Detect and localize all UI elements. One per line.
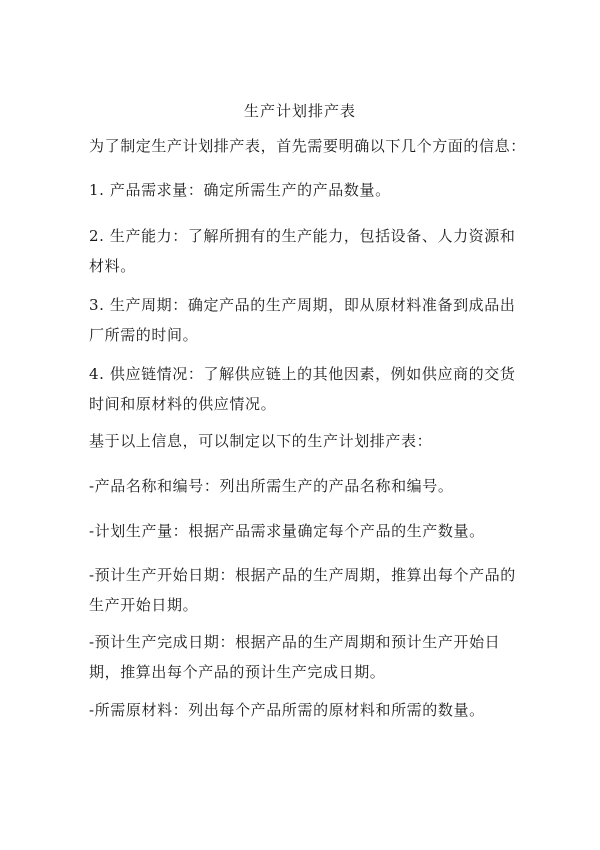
- table-item-finish-date: -预计生产完成日期：根据产品的生产周期和预计生产开始日期，推算出每个产品的预计生产完成日期。: [89, 633, 501, 681]
- requirement-item-cycle: 3. 生产周期：确定产品的生产周期，即从原材料准备到成品出厂所需的时间。: [89, 296, 516, 344]
- table-item-product-name: -产品名称和编号：列出所需生产的产品名称和编号。: [89, 477, 454, 495]
- intro-paragraph: 为了制定生产计划排产表，首先需要明确以下几个方面的信息：: [89, 137, 526, 155]
- table-item-start-date: -预计生产开始日期：根据产品的生产周期，推算出每个产品的生产开始日期。: [89, 566, 516, 614]
- document-title: 生产计划排产表: [243, 102, 356, 120]
- basis-paragraph: 基于以上信息，可以制定以下的生产计划排产表：: [89, 432, 433, 450]
- table-item-materials: -所需原材料：列出每个产品所需的原材料和所需的数量。: [89, 701, 485, 719]
- requirement-item-demand: 1. 产品需求量：确定所需生产的产品数量。: [89, 181, 391, 199]
- table-item-planned-quantity: -计划生产量：根据产品需求量确定每个产品的生产数量。: [89, 522, 485, 540]
- requirement-item-supply-chain: 4. 供应链情况：了解供应链上的其他因素，例如供应商的交货时间和原材料的供应情况。: [89, 365, 516, 413]
- requirement-item-capacity: 2. 生产能力：了解所拥有的生产能力，包括设备、人力资源和材料。: [89, 227, 516, 275]
